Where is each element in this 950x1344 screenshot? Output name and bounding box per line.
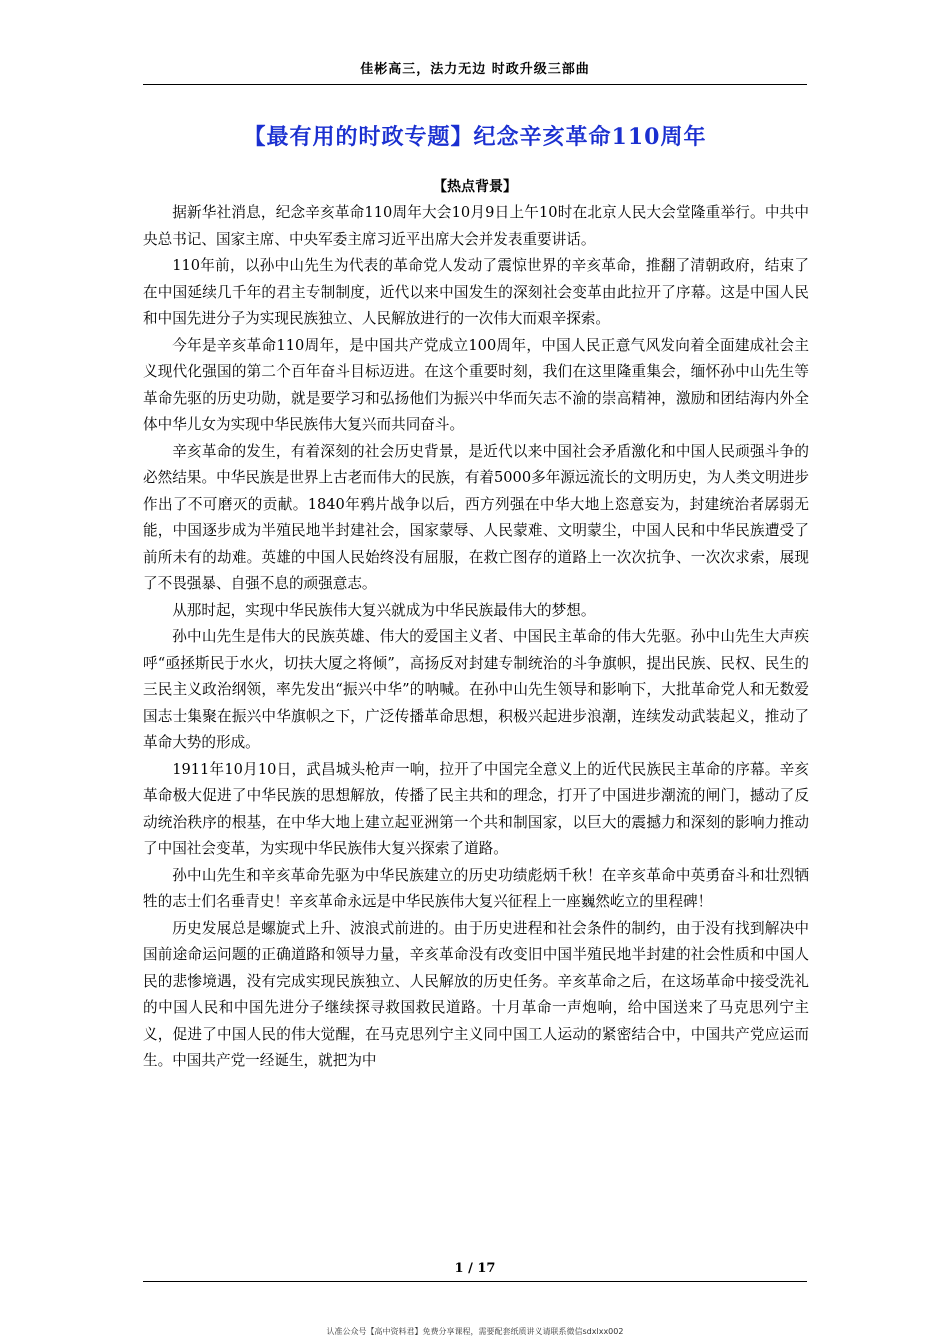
- header-divider: [143, 84, 807, 85]
- paragraph: 孙中山先生是伟大的民族英雄、伟大的爱国主义者、中国民主革命的伟大先驱。孙中山先生大声疾呼“亟拯斯民于水火，切扶大厦之将倾”，高扬反对封建专制统治的斗争旗帜，提出民族、民权、民生的三民主义政治纲领，率先发出“振兴中华”的呐喊。在孙中山先生领导和影响下，大批革命党人和无数爱国志士集聚在振兴中华旗帜之下，广泛传播革命思想，积极兴起进步浪潮，连续发动武装起义，推动了革命大势的形成。: [143, 628, 809, 751]
- footer-divider: [143, 1281, 807, 1282]
- page-number: 1 / 17: [454, 1261, 496, 1276]
- running-header: 佳彬高三，法力无边 时政升级三部曲: [360, 62, 590, 77]
- paragraph: 1911年10月10日，武昌城头枪声一响，拉开了中国完全意义上的近代民族民主革命的序幕。辛亥革命极大促进了中华民族的思想解放，传播了民主共和的理念，打开了中国进步潮流的闸门，撼动了反动统治秩序的根基，在中华大地上建立起亚洲第一个共和制国家，以巨大的震撼力和深刻的影响力推动了中国社会变革，为实现中华民族伟大复兴探索了道路。: [143, 760, 809, 857]
- paragraph: 从那时起，实现中华民族伟大复兴就成为中华民族最伟大的梦想。: [172, 601, 596, 619]
- paragraph: 据新华社消息，纪念辛亥革命110周年大会10月9日上午10时在北京人民大会堂隆重举行。中共中央总书记、国家主席、中央军委主席习近平出席大会并发表重要讲话。: [143, 204, 809, 248]
- paragraph: 今年是辛亥革命110周年，是中国共产党成立100周年，中国人民正意气风发向着全面建成社会主义现代化强国的第二个百年奋斗目标迈进。在这个重要时刻，我们在这里隆重集会，缅怀孙中山先生等革命先驱的历史功勋，就是要学习和弘扬他们为振兴中华而矢志不渝的崇高精神，激励和团结海内外全体中华儿女为实现中华民族伟大复兴而共同奋斗。: [143, 336, 809, 433]
- paragraph: 110年前，以孙中山先生为代表的革命党人发动了震惊世界的辛亥革命，推翻了清朝政府，结束了在中国延续几千年的君主专制制度，近代以来中国发生的深刻社会变革由此拉开了序幕。这是中国人民和中国先进分子为实现民族独立、人民解放进行的一次伟大而艰辛探索。: [143, 257, 809, 327]
- paragraph: 历史发展总是螺旋式上升、波浪式前进的。由于历史进程和社会条件的制约，由于没有找到解决中国前途命运问题的正确道路和领导力量，辛亥革命没有改变旧中国半殖民地半封建的社会性质和中国人民的悲惨境遇，没有完成实现民族独立、人民解放的历史任务。辛亥革命之后，在这场革命中接受洗礼的中国人民和中国先进分子继续探寻救国救民道路。十月革命一声炮响，给中国送来了马克思列宁主义，促进了中国人民的伟大觉醒，在马克思列宁主义同中国工人运动的紧密结合中，中国共产党应运而生。中国共产党一经诞生，就把为中: [143, 919, 809, 1069]
- article-body: [143, 200, 809, 1075]
- document-title: 【最有用的时政专题】纪念辛亥革命110周年: [243, 124, 707, 150]
- section-heading: 【热点背景】: [433, 179, 517, 195]
- footer-note: 认准公众号【高中资料君】免费分享课程，需要配套纸质讲义请联系微信sdxlxx002: [326, 1327, 624, 1336]
- paragraph: 孙中山先生和辛亥革命先驱为中华民族建立的历史功绩彪炳千秋！在辛亥革命中英勇奋斗和壮烈牺牲的志士们名垂青史！辛亥革命永远是中华民族伟大复兴征程上一座巍然屹立的里程碑！: [143, 866, 809, 910]
- paragraph: 辛亥革命的发生，有着深刻的社会历史背景，是近代以来中国社会矛盾激化和中国人民顽强斗争的必然结果。中华民族是世界上古老而伟大的民族，有着5000多年源远流长的文明历史，为人类文明进步作出了不可磨灭的贡献。1840年鸦片战争以后，西方列强在中华大地上恣意妄为，封建统治者孱弱无能，中国逐步成为半殖民地半封建社会，国家蒙辱、人民蒙难、文明蒙尘，中国人民和中华民族遭受了前所未有的劫难。英雄的中国人民始终没有屈服，在救亡图存的道路上一次次抗争、一次次求索，展现了不畏强暴、自强不息的顽强意志。: [143, 442, 809, 592]
